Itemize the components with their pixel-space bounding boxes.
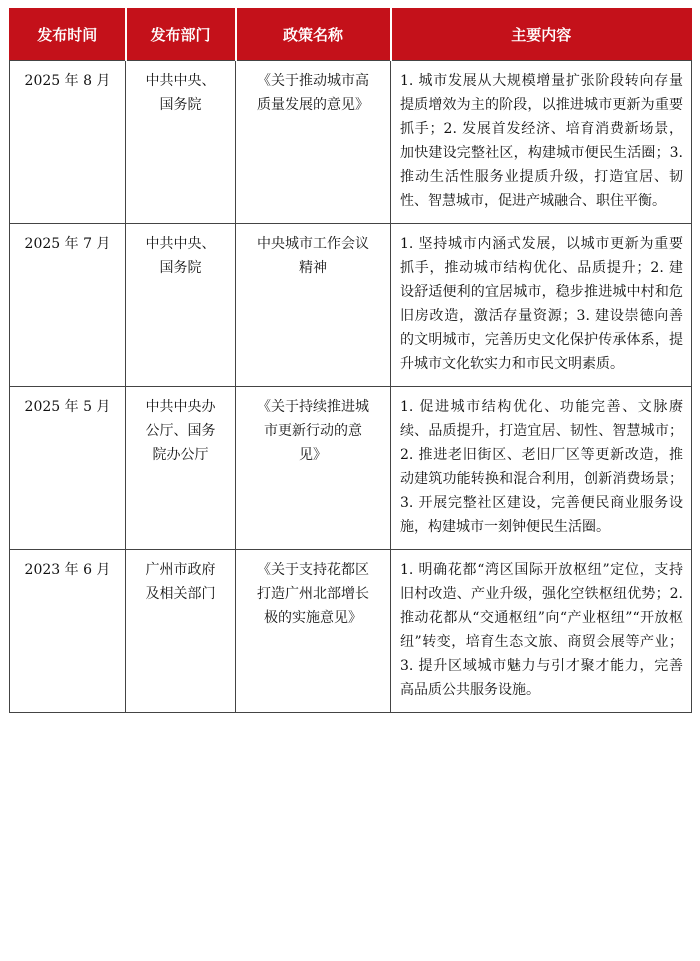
cell-policy-name: 中央城市工作会议精神 [236,224,391,387]
cell-date: 2023 年 6 月 [10,550,126,713]
cell-date: 2025 年 5 月 [10,387,126,550]
cell-policy-name: 《关于推动城市高质量发展的意见》 [236,61,391,224]
cell-policy-name: 《关于持续推进城市更新行动的意见》 [236,387,391,550]
cell-date: 2025 年 8 月 [10,61,126,224]
table-row [10,224,692,387]
header-row [10,8,692,61]
table-row [10,550,692,713]
cell-main-content: 1. 促进城市结构优化、功能完善、文脉赓续、品质提升，打造宜居、韧性、智慧城市；2. 推进老旧街区、老旧厂区等更新改造，推动建筑功能转换和混合利用，创新消费场景；3. 开展完整社区建设，完善便民商业服务设施，构建城市一刻钟便民生活圈。 [391,387,692,550]
header-policy-name: 政策名称 [236,8,391,61]
cell-department: 中共中央办公厅、国务院办公厅 [126,387,236,550]
header-department: 发布部门 [126,8,236,61]
table-header [10,8,692,61]
header-date: 发布时间 [10,8,126,61]
cell-department: 中共中央、国务院 [126,61,236,224]
table-body [10,61,692,713]
cell-policy-name: 《关于支持花都区打造广州北部增长极的实施意见》 [236,550,391,713]
cell-main-content: 1. 城市发展从大规模增量扩张阶段转向存量提质增效为主的阶段，以推进城市更新为重要抓手；2. 发展首发经济、培育消费新场景，加快建设完整社区，构建城市便民生活圈；3. 推动生活性服务业提质升级，打造宜居、韧性、智慧城市，促进产城融合、职住平衡。 [391,61,692,224]
table-row [10,387,692,550]
cell-main-content: 1. 明确花都“湾区国际开放枢纽”定位，支持旧村改造、产业升级，强化空铁枢纽优势；2. 推动花都从“交通枢纽”向“产业枢纽”“开放枢纽”转变，培育生态文旅、商贸会展等产业；3. 提升区域城市魅力与引才聚才能力，完善高品质公共服务设施。 [391,550,692,713]
table-row [10,61,692,224]
cell-department: 广州市政府及相关部门 [126,550,236,713]
cell-main-content: 1. 坚持城市内涵式发展，以城市更新为重要抓手，推动城市结构优化、品质提升；2. 建设舒适便利的宜居城市，稳步推进城中村和危旧房改造，激活存量资源；3. 建设崇德向善的文明城市，完善历史文化保护传承体系，提升城市文化软实力和市民文明素质。 [391,224,692,387]
policy-table [9,8,692,713]
cell-date: 2025 年 7 月 [10,224,126,387]
cell-department: 中共中央、国务院 [126,224,236,387]
header-main-content: 主要内容 [391,8,692,61]
